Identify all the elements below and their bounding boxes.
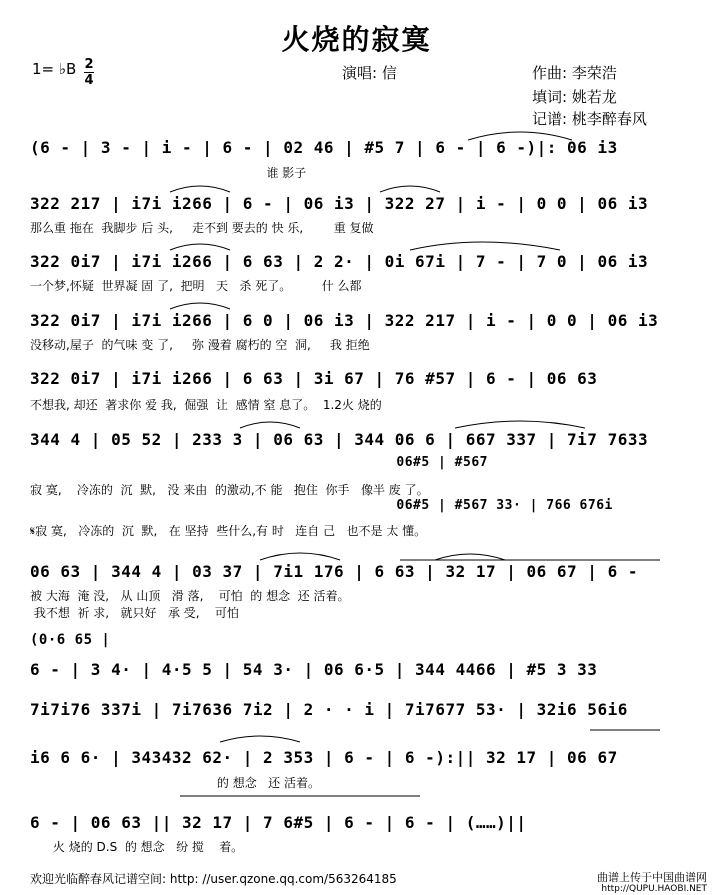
score-line-6-lyrics-b: 𝄋寂 寞, 冷冻的 沉 默, 在 坚持 些什么,有 时 连自 己 也不是 太 懂。 bbox=[30, 524, 427, 538]
composer-credit: 作曲: 李荣浩 bbox=[532, 64, 617, 82]
score-line-10-notes: i6 6 6· | 343432 62· | 2 353 | 6 - | 6 -):|| 32 17 | 06 67 bbox=[30, 748, 618, 767]
score-line-5-notes: 322 0i7 | i7i i266 | 6 63 | 3i 67 | 76 #57 | 6 - | 06 63 bbox=[30, 369, 598, 388]
score-line-8-intro: (0·6 65 | bbox=[30, 632, 111, 648]
score-line-3-lyrics: 一个梦,怀疑 世界凝 固 了, 把明 天 杀 死了。 什 么都 bbox=[30, 279, 362, 293]
score-line-6-alt-notes-b: 06#5 | #567 33· | 766 676i bbox=[30, 498, 613, 513]
source-url: http://QUPU.HAOBI.NET bbox=[601, 884, 707, 894]
time-sig-top: 2 bbox=[84, 57, 94, 72]
score-line-9-notes: 7i7i76 337i | 7i7636 7i2 | 2 · · i | 7i7677 53· | 32i6 56i6 bbox=[30, 700, 628, 719]
key-signature: 1= ♭B bbox=[32, 60, 77, 78]
score-line-2-notes: 322 217 | i7i i266 | 6 - | 06 i3 | 322 27 | i - | 0 0 | 06 i3 bbox=[30, 194, 649, 213]
song-title: 火烧的寂寞 bbox=[281, 23, 432, 56]
score-line-3-notes: 322 0i7 | i7i i266 | 6 63 | 2 2· | 0i 67i | 7 - | 7 0 | 06 i3 bbox=[30, 252, 649, 271]
footer-text: 欢迎光临醉春风记谱空间: http: //user.qzone.qq.com/563264185 bbox=[30, 872, 397, 886]
score-line-5-lyrics: 不想我, 却还 著求你 爱 我, 倔强 让 感情 窒 息了。 1.2火 烧的 bbox=[30, 398, 382, 412]
score-line-8-notes: 6 - | 3 4· | 4·5 5 | 54 3· | 06 6·5 | 344 4466 | #5 3 33 bbox=[30, 660, 598, 679]
singer-credit: 演唱: 信 bbox=[342, 64, 397, 82]
source-credit: 曲谱上传于中国曲谱网 bbox=[597, 871, 707, 884]
time-sig-bottom: 4 bbox=[84, 73, 94, 88]
score-line-2-lyrics: 那么重 拖在 我脚步 后 头, 走不到 要去的 快 乐, 重 复做 bbox=[30, 221, 374, 235]
score-line-7-lyrics-a: 被 大海 淹 没, 从 山顶 滑 落, 可怕 的 想念 还 活着。 bbox=[30, 589, 350, 603]
score-line-1-notes: (6 - | 3 - | i - | 6 - | 02 46 | #5 7 | 6 - | 6 -)|: 06 i3 bbox=[30, 138, 618, 157]
score-line-4-notes: 322 0i7 | i7i i266 | 6 0 | 06 i3 | 322 217 | i - | 0 0 | 06 i3 bbox=[30, 311, 659, 330]
score-line-6-lyrics-a: 寂 寞, 冷冻的 沉 默, 没 来由 的激动,不 能 抱住 你手 像半 废 了。 bbox=[30, 483, 429, 497]
score-line-11-lyrics: 火 烧的 D.S 的 想念 纷 搅 着。 bbox=[30, 840, 244, 854]
score-line-4-lyrics: 没移动,屋子 的气味 变 了, 弥 漫着 腐朽的 空 洞, 我 拒绝 bbox=[30, 338, 370, 352]
score-line-6-notes: 344 4 | 05 52 | 233 3 | 06 63 | 344 06 6 | 667 337 | 7i7 7633 bbox=[30, 430, 649, 449]
time-signature bbox=[84, 58, 94, 87]
score-line-7-notes: 06 63 | 344 4 | 03 37 | 7i1 176 | 6 63 | 32 17 | 06 67 | 6 - bbox=[30, 562, 638, 581]
score-line-11-notes: 6 - | 06 63 || 32 17 | 7 6#5 | 6 - | 6 - | (……)|| bbox=[30, 813, 527, 832]
score-line-10-lyrics: 的 想念 还 活着。 bbox=[30, 776, 320, 790]
transcriber-credit: 记谱: 桃李醉春风 bbox=[532, 110, 647, 128]
lyricist-credit: 填词: 姚若龙 bbox=[532, 88, 617, 106]
score-line-1-lyrics: 谁 影子 bbox=[30, 166, 307, 180]
score-line-6-alt-notes: 06#5 | #567 bbox=[30, 455, 488, 470]
score-line-7-lyrics-b: 我不想 祈 求, 就只好 承 受, 可怕 bbox=[30, 606, 239, 620]
